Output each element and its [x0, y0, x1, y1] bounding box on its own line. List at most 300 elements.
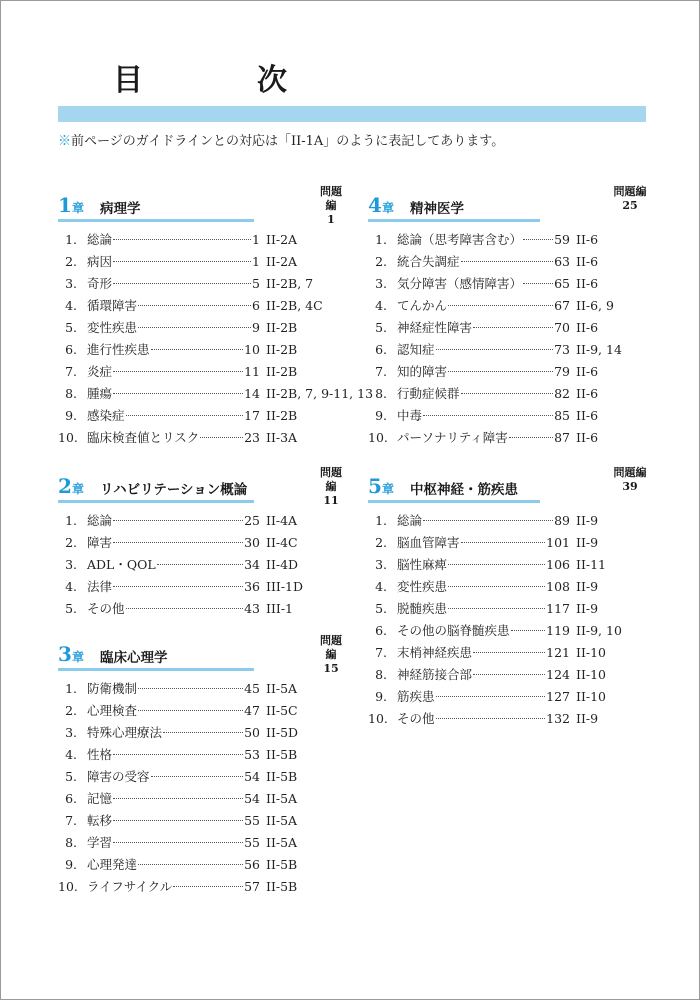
item-entry	[397, 251, 570, 273]
item-entry	[87, 678, 260, 700]
item-page: 132	[546, 711, 570, 726]
dot-leader	[113, 283, 251, 284]
list-item[interactable]	[58, 678, 358, 700]
item-page: 5	[252, 276, 260, 291]
chapter-title: リハビリテーション概論	[100, 482, 248, 498]
item-number: 2.	[65, 535, 77, 550]
guideline-ref: II-6	[576, 386, 599, 401]
guideline-ref: II-5C	[266, 703, 298, 718]
item-entry	[397, 229, 570, 251]
item-label: 総論（思考障害含む）	[397, 232, 523, 247]
dot-leader	[113, 520, 243, 521]
chapter-heading	[368, 185, 668, 231]
guideline-ref: II-2B	[266, 320, 298, 335]
dot-leader	[473, 652, 545, 653]
item-label: その他	[397, 711, 435, 726]
item-page: 30	[244, 535, 260, 550]
item-label: その他	[87, 601, 125, 616]
list-item[interactable]	[58, 510, 358, 532]
item-number: 4.	[375, 579, 387, 594]
item-number: 3.	[65, 725, 77, 740]
chapter-1	[58, 185, 374, 449]
item-page: 54	[244, 769, 260, 784]
item-label: 心理発達	[87, 857, 138, 872]
item-label: 認知症	[397, 342, 435, 357]
item-label: 総論	[87, 232, 113, 247]
item-entry	[397, 554, 570, 576]
item-number: 9.	[65, 857, 77, 872]
item-entry	[397, 273, 570, 295]
chapter-underline	[58, 668, 254, 671]
item-number: 4.	[65, 747, 77, 762]
list-item[interactable]	[58, 876, 358, 898]
chapter-number: 3	[58, 642, 72, 666]
item-page: 53	[244, 747, 260, 762]
list-item[interactable]	[368, 664, 668, 686]
item-label: 腫瘍	[87, 386, 113, 401]
item-page: 119	[546, 623, 570, 638]
item-page: 47	[244, 703, 260, 718]
item-label: 総論	[397, 513, 423, 528]
chapter-heading	[58, 466, 358, 512]
dot-leader	[448, 371, 553, 372]
item-entry	[397, 708, 570, 730]
item-label: 障害の受容	[87, 769, 150, 784]
item-entry	[397, 317, 570, 339]
item-page: 14	[244, 386, 260, 401]
item-number: 2.	[375, 535, 387, 550]
list-item[interactable]	[58, 405, 358, 427]
item-page: 82	[554, 386, 570, 401]
guideline-ref: III-1	[266, 601, 293, 616]
list-item[interactable]	[58, 383, 374, 405]
list-item[interactable]	[368, 339, 668, 361]
guideline-ref: II-2A	[266, 232, 298, 247]
list-item[interactable]	[58, 766, 358, 788]
mondai-ref	[614, 466, 647, 494]
list-item[interactable]	[368, 405, 668, 427]
guideline-ref: II-5A	[266, 791, 298, 806]
item-number: 5.	[65, 769, 77, 784]
list-item[interactable]	[368, 273, 668, 295]
item-label: 法律	[87, 579, 113, 594]
item-number: 6.	[375, 623, 387, 638]
list-item[interactable]	[58, 427, 358, 449]
item-label: 脳性麻痺	[397, 557, 448, 572]
item-page: 36	[244, 579, 260, 594]
item-number: 10.	[58, 430, 78, 445]
item-label: その他の脳脊髄疾患	[397, 623, 510, 638]
item-label: 進行性疾患	[87, 342, 150, 357]
mondai-label: 問題編	[613, 466, 647, 479]
chapter-number: 5	[368, 474, 382, 498]
item-entry	[397, 620, 570, 642]
list-item[interactable]	[58, 295, 358, 317]
chapter-items	[368, 510, 668, 730]
item-number: 1.	[65, 681, 77, 696]
list-item[interactable]	[368, 229, 668, 251]
item-number: 5.	[375, 320, 387, 335]
guideline-ref: II-5B	[266, 857, 298, 872]
dot-leader	[523, 239, 553, 240]
item-number: 9.	[65, 408, 77, 423]
item-label: 転移	[87, 813, 113, 828]
item-number: 8.	[65, 835, 77, 850]
note-mark: ※	[58, 134, 72, 149]
item-page: 1	[252, 254, 260, 269]
item-entry	[87, 810, 260, 832]
guideline-ref: II-6	[576, 320, 599, 335]
item-page: 1	[252, 232, 260, 247]
item-entry	[87, 405, 260, 427]
dot-leader	[436, 349, 554, 350]
list-item[interactable]	[368, 598, 668, 620]
item-entry	[87, 295, 260, 317]
mondai-ref	[614, 185, 647, 213]
mondai-page: 25	[622, 199, 638, 212]
item-entry	[397, 339, 570, 361]
dot-leader	[113, 261, 251, 262]
chapter-4	[368, 185, 668, 449]
chapter-items	[368, 229, 668, 449]
guideline-ref: II-6	[576, 232, 599, 247]
guideline-ref: II-6	[576, 364, 599, 379]
item-label: 統合失調症	[397, 254, 460, 269]
note	[58, 130, 504, 149]
item-label: 心理検査	[87, 703, 138, 718]
dot-leader	[436, 696, 546, 697]
item-page: 55	[244, 835, 260, 850]
item-label: 記憶	[87, 791, 113, 806]
item-label: 学習	[87, 835, 113, 850]
list-item[interactable]	[368, 317, 668, 339]
item-label: 脱髄疾患	[397, 601, 448, 616]
item-label: 筋疾患	[397, 689, 435, 704]
chapter-underline	[368, 500, 540, 503]
item-entry	[397, 532, 570, 554]
item-entry	[87, 744, 260, 766]
item-entry	[87, 854, 260, 876]
item-entry	[87, 427, 260, 449]
guideline-ref: II-5A	[266, 835, 298, 850]
item-number: 4.	[65, 298, 77, 313]
chapter-number: 1	[58, 193, 72, 217]
dot-leader	[461, 393, 554, 394]
list-item[interactable]	[58, 361, 358, 383]
guideline-ref: II-9	[576, 535, 599, 550]
list-item[interactable]	[368, 361, 668, 383]
mondai-page: 15	[323, 662, 339, 675]
item-number: 2.	[65, 703, 77, 718]
item-page: 108	[546, 579, 570, 594]
list-item[interactable]	[368, 576, 668, 598]
list-item[interactable]	[58, 273, 358, 295]
item-page: 127	[546, 689, 570, 704]
guideline-ref: II-5A	[266, 813, 298, 828]
item-number: 2.	[375, 254, 387, 269]
mondai-ref	[318, 185, 345, 227]
guideline-ref: II-9	[576, 601, 599, 616]
list-item[interactable]	[368, 554, 668, 576]
dot-leader	[423, 415, 553, 416]
item-page: 45	[244, 681, 260, 696]
item-label: 知的障害	[397, 364, 448, 379]
dot-leader	[113, 542, 243, 543]
item-entry	[397, 361, 570, 383]
guideline-ref: II-2B	[266, 408, 298, 423]
item-label: 臨床検査値とリスク	[87, 430, 200, 445]
chapter-items	[58, 229, 374, 449]
dot-leader	[113, 842, 243, 843]
dot-leader	[151, 349, 244, 350]
item-page: 117	[546, 601, 570, 616]
item-number: 1.	[65, 232, 77, 247]
guideline-ref: II-9, 14	[576, 342, 622, 357]
item-page: 89	[554, 513, 570, 528]
item-entry	[87, 532, 260, 554]
list-item[interactable]	[58, 229, 358, 251]
list-item[interactable]	[58, 854, 358, 876]
item-entry	[397, 664, 570, 686]
item-page: 11	[244, 364, 260, 379]
guideline-ref: II-5B	[266, 747, 298, 762]
item-page: 55	[244, 813, 260, 828]
mondai-page: 11	[323, 494, 339, 507]
list-item[interactable]	[58, 598, 358, 620]
dot-leader	[448, 305, 553, 306]
item-number: 2.	[65, 254, 77, 269]
item-number: 7.	[375, 364, 387, 379]
chapter-suffix: 章	[72, 650, 85, 664]
item-entry	[397, 642, 570, 664]
item-entry	[87, 317, 260, 339]
guideline-ref: II-4A	[266, 513, 298, 528]
item-entry	[397, 510, 570, 532]
item-entry	[87, 251, 260, 273]
dot-leader	[113, 754, 243, 755]
dot-leader	[448, 586, 545, 587]
list-item[interactable]	[368, 251, 668, 273]
dot-leader	[448, 564, 545, 565]
item-page: 124	[546, 667, 570, 682]
item-page: 79	[554, 364, 570, 379]
chapter-title: 臨床心理学	[100, 650, 168, 666]
guideline-ref: II-5A	[266, 681, 298, 696]
item-entry	[397, 686, 570, 708]
item-entry	[87, 722, 260, 744]
item-number: 4.	[65, 579, 77, 594]
mondai-page: 39	[622, 480, 638, 493]
chapter-number: 2	[58, 474, 72, 498]
mondai-ref	[318, 466, 345, 508]
item-entry	[397, 383, 570, 405]
item-label: ADL・QOL	[87, 557, 156, 572]
dot-leader	[151, 776, 244, 777]
item-entry	[87, 576, 260, 598]
guideline-ref: II-9	[576, 711, 599, 726]
item-number: 5.	[65, 320, 77, 335]
chapter-title: 病理学	[100, 201, 141, 217]
list-item[interactable]	[58, 532, 358, 554]
list-item[interactable]	[368, 620, 668, 642]
guideline-ref: II-6	[576, 408, 599, 423]
dot-leader	[436, 718, 546, 719]
item-label: 気分障害（感情障害）	[397, 276, 523, 291]
dot-leader	[113, 239, 251, 240]
guideline-ref: II-9, 10	[576, 623, 622, 638]
dot-leader	[200, 437, 243, 438]
chapter-suffix: 章	[72, 201, 85, 215]
guideline-ref: II-6, 9	[576, 298, 614, 313]
item-number: 7.	[65, 364, 77, 379]
item-number: 10.	[368, 711, 388, 726]
list-item[interactable]	[368, 532, 668, 554]
item-number: 3.	[65, 276, 77, 291]
item-label: 防衛機制	[87, 681, 138, 696]
item-page: 59	[554, 232, 570, 247]
item-number: 3.	[65, 557, 77, 572]
list-item[interactable]	[58, 317, 358, 339]
list-item[interactable]	[368, 510, 668, 532]
chapter-heading	[368, 466, 668, 512]
item-label: 性格	[87, 747, 113, 762]
item-label: パーソナリティ障害	[397, 430, 508, 445]
item-label: てんかん	[397, 298, 448, 313]
dot-leader	[113, 798, 243, 799]
item-page: 17	[244, 408, 260, 423]
guideline-ref: II-2A	[266, 254, 298, 269]
list-item[interactable]	[58, 339, 358, 361]
item-page: 73	[554, 342, 570, 357]
item-label: 循環障害	[87, 298, 138, 313]
guideline-ref: II-4C	[266, 535, 298, 550]
guideline-ref: II-10	[576, 667, 607, 682]
guideline-ref: II-6	[576, 430, 599, 445]
item-entry	[397, 295, 570, 317]
dot-leader	[448, 608, 545, 609]
list-item[interactable]	[58, 554, 358, 576]
item-number: 6.	[375, 342, 387, 357]
item-label: 神経筋接合部	[397, 667, 473, 682]
dot-leader	[163, 732, 243, 733]
dot-leader	[138, 305, 251, 306]
item-entry	[397, 405, 570, 427]
dot-leader	[511, 630, 546, 631]
dot-leader	[113, 586, 243, 587]
item-entry	[87, 229, 260, 251]
guideline-ref: II-9	[576, 579, 599, 594]
guideline-ref: II-4D	[266, 557, 299, 572]
list-item[interactable]	[368, 642, 668, 664]
list-item[interactable]	[58, 576, 358, 598]
guideline-ref: III-1D	[266, 579, 304, 594]
item-entry	[87, 361, 260, 383]
list-item[interactable]	[368, 383, 668, 405]
chapter-3	[58, 634, 358, 898]
guideline-ref: II-10	[576, 645, 607, 660]
note-text: 前ページのガイドラインとの対応は「II-1A」のように表記してあります。	[71, 134, 505, 149]
list-item[interactable]	[58, 832, 358, 854]
chapter-5	[368, 466, 668, 730]
list-item[interactable]	[368, 708, 668, 730]
item-entry	[397, 598, 570, 620]
chapter-underline	[368, 219, 540, 222]
mondai-label: 問題編	[320, 634, 342, 661]
guideline-ref: II-10	[576, 689, 607, 704]
item-number: 4.	[375, 298, 387, 313]
list-item[interactable]	[58, 744, 358, 766]
item-number: 1.	[375, 513, 387, 528]
mondai-label: 問題編	[320, 185, 342, 212]
item-page: 106	[546, 557, 570, 572]
item-entry	[87, 876, 260, 898]
item-page: 87	[554, 430, 570, 445]
list-item[interactable]	[368, 427, 668, 449]
guideline-ref: II-6	[576, 254, 599, 269]
list-item[interactable]	[368, 686, 668, 708]
dot-leader	[138, 327, 251, 328]
item-entry	[87, 700, 260, 722]
dot-leader	[509, 437, 553, 438]
item-page: 65	[554, 276, 570, 291]
mondai-ref	[318, 634, 345, 676]
dot-leader	[138, 864, 243, 865]
item-number: 7.	[375, 645, 387, 660]
item-page: 121	[546, 645, 570, 660]
list-item[interactable]	[58, 788, 358, 810]
chapter-2	[58, 466, 358, 620]
item-number: 10.	[368, 430, 388, 445]
item-page: 23	[244, 430, 260, 445]
item-entry	[87, 273, 260, 295]
item-number: 6.	[65, 791, 77, 806]
item-label: 感染症	[87, 408, 125, 423]
list-item[interactable]	[58, 700, 358, 722]
chapter-number: 4	[368, 193, 382, 217]
dot-leader	[113, 393, 243, 394]
item-label: 脳血管障害	[397, 535, 460, 550]
dot-leader	[113, 820, 243, 821]
list-item[interactable]	[58, 722, 358, 744]
chapter-heading	[58, 185, 358, 231]
item-page: 85	[554, 408, 570, 423]
item-page: 6	[252, 298, 260, 313]
list-item[interactable]	[58, 810, 358, 832]
item-number: 6.	[65, 342, 77, 357]
item-page: 57	[244, 879, 260, 894]
chapter-items	[58, 510, 358, 620]
list-item[interactable]	[368, 295, 668, 317]
item-page: 70	[554, 320, 570, 335]
item-entry	[87, 788, 260, 810]
dot-leader	[126, 608, 244, 609]
dot-leader	[523, 283, 553, 284]
dot-leader	[113, 371, 243, 372]
item-entry	[87, 832, 260, 854]
chapter-suffix: 章	[72, 482, 85, 496]
dot-leader	[461, 542, 546, 543]
chapter-heading	[58, 634, 358, 680]
dot-leader	[461, 261, 554, 262]
item-number: 8.	[375, 386, 387, 401]
list-item[interactable]	[58, 251, 358, 273]
item-page: 10	[244, 342, 260, 357]
guideline-ref: II-2B	[266, 364, 298, 379]
item-page: 101	[546, 535, 570, 550]
item-label: ライフサイクル	[87, 879, 173, 894]
item-entry	[397, 576, 570, 598]
dot-leader	[138, 710, 243, 711]
